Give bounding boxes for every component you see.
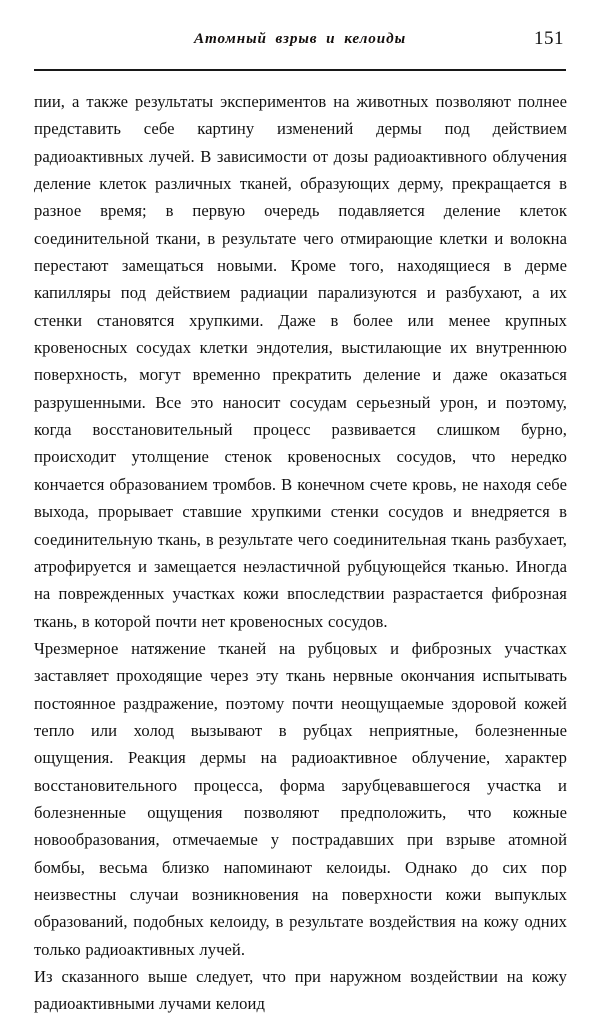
paragraph: Из сказанного выше следует, что при наружном воздействии на кожу радиоактивными лучами келоид [34, 967, 567, 1014]
running-head [34, 30, 566, 60]
paragraph: пии, а также результаты экспериментов на животных позволяют полнее представить себе картину изменений дермы под действием радиоактивных лучей. В зависимости от дозы радиоактивного облучения деление клеток различных тканей, образующих дерму, прекращается в разное время; в первую очередь подавляется деление клеток соединительной ткани, в результате чего отмирающие клетки и волокна перестают замещаться новыми. Кроме того, находящиеся в дерме капилляры под действием радиации парализуются и разбухают, а их стенки становятся хрупкими. Даже в более или менее крупных кровеносных сосудах клетки эндотелия, выстилающие их внутреннюю поверхность, могут временно прекратить деление и даже оказаться разрушенными. Все это наносит сосудам серьезный урон, и поэтому, когда восстановительный процесс развивается слишком бурно, происходит утолщение стенок кровеносных сосудов, что нередко кончается образованием тромбов. В конечном счете кровь, не находя себе выхода, прорывает ставшие хрупкими стенки сосудов и внедряется в соединительную ткань, в результате чего соединительная ткань разбухает, атрофируется и замещается неэластичной рубцующейся тканью. Иногда на поврежденных участках кожи впоследствии разрастается фиброзная ткань, в которой почти нет кровеносных сосудов. [34, 92, 567, 631]
running-head-title: Атомный взрыв и келоиды [193, 30, 407, 47]
header-rule-divider [34, 69, 566, 71]
paragraph: Чрезмерное натяжение тканей на рубцовых и фиброзных участках заставляет проходящие через эту ткань нервные окончания испытывать постоянное раздражение, поэтому почти неощущаемые здоровой кожей тепло или холод вызывают в рубцах неприятные, болезненные ощущения. Реакция дермы на радиоактивное облучение, характер восстановительного процесса, форма зарубцевавшегося участка и болезненные ощущения позволяют предположить, что кожные новообразования, отмечаемые у пострадавших при взрыве атомной бомбы, весьма близко напоминают келоиды. Однако до сих пор неизвестны случаи возникновения на поверхности кожи выпуклых образований, подобных келоиду, в результате воздействия на кожу одних только радиоактивных лучей. [34, 638, 567, 959]
body-text-block [34, 88, 567, 1018]
page-number: 151 [534, 28, 564, 49]
